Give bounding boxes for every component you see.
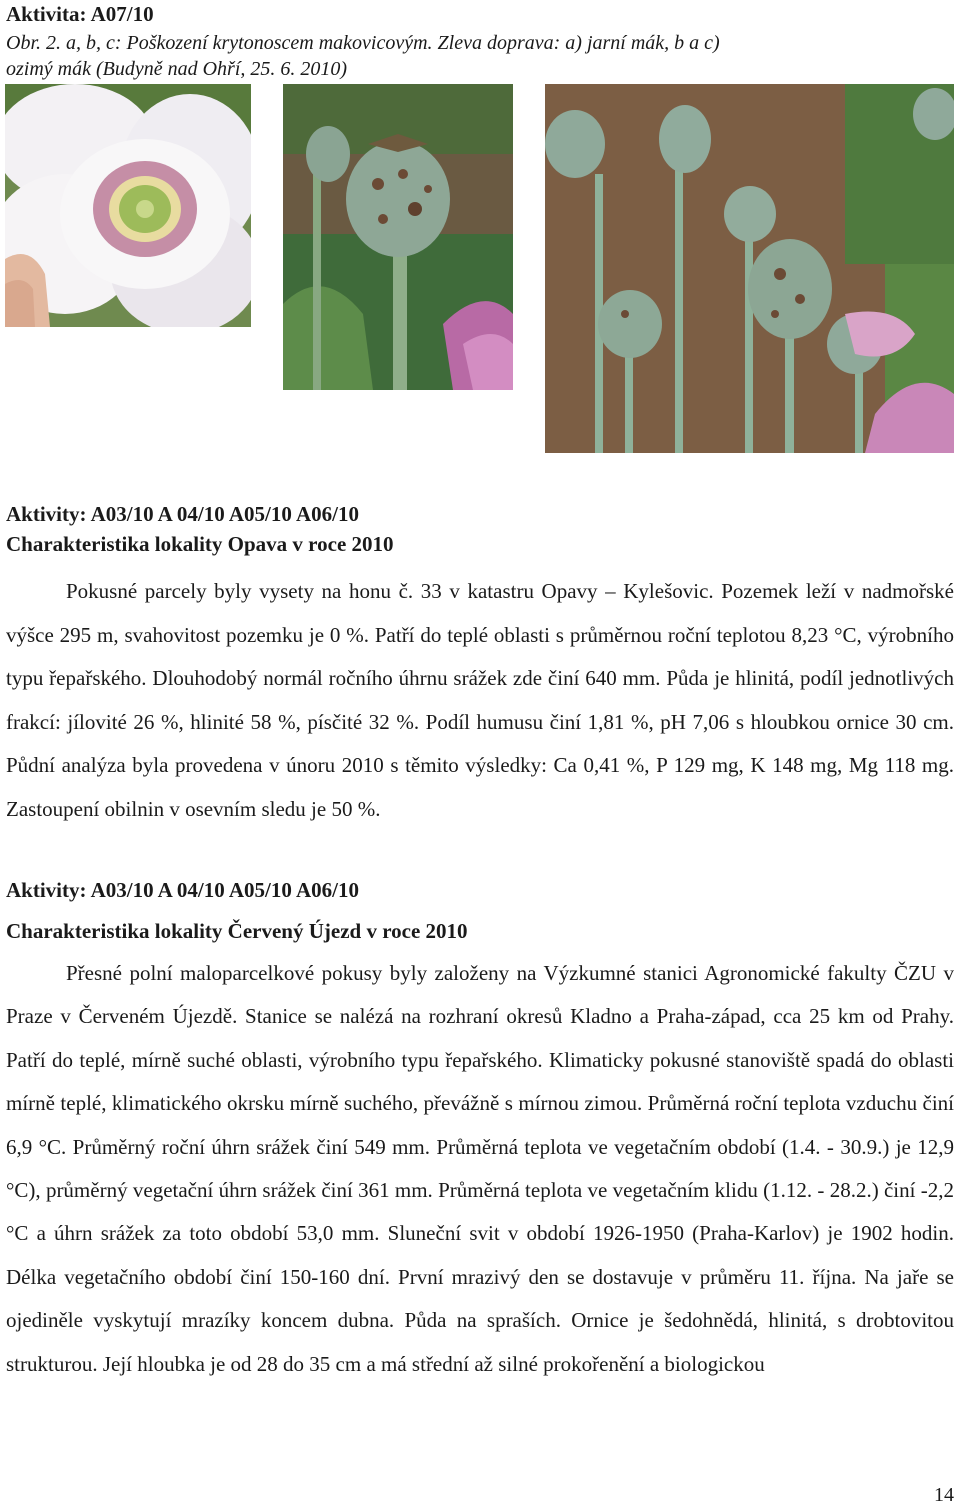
figure-caption-line1: Obr. 2. a, b, c: Poškození krytonoscem makovicovým. Zleva doprava: a) jarní mák, b a c)	[6, 32, 720, 54]
locality-cerveny-ujezd-text	[6, 952, 954, 1386]
photo-white-poppy-flower	[5, 84, 251, 327]
locality-heading-cerveny-ujezd: Charakteristika lokality Červený Újezd v roce 2010	[6, 919, 468, 943]
locality-heading-opava: Charakteristika lokality Opava v roce 2010	[6, 532, 394, 556]
activity-heading-opava: Aktivity: A03/10 A 04/10 A05/10 A06/10	[6, 502, 359, 526]
activity-heading-a07: Aktivita: A07/10	[6, 2, 154, 26]
photo-damaged-poppy-capsule	[283, 84, 513, 390]
locality-opava-text	[6, 570, 954, 831]
figure-caption-line2: ozimý mák (Budyně nad Ohří, 25. 6. 2010)	[6, 58, 348, 80]
photo-damaged-poppy-capsules-field	[545, 84, 954, 453]
activity-heading-cerveny-ujezd: Aktivity: A03/10 A 04/10 A05/10 A06/10	[6, 878, 359, 902]
locality-opava-paragraph: Pokusné parcely byly vysety na honu č. 33 v katastru Opavy – Kylešovic. Pozemek leží v nadmořské výšce 295 m, svahovitost pozemku je 0 %. Patří do teplé oblasti s průměrnou roční teplotou 8,23 °C, výrobního typu řepařského. Dlouhodobý normál ročního úhrnu srážek zde činí 640 mm. Půda je hlinitá, podíl jednotlivých frakcí: jílovité 26 %, hlinité 58 %, písčité 32 %. Podíl humusu činí 1,81 %, pH 7,06 s hloubkou ornice 30 cm. Půdní analýza byla provedena v únoru 2010 s těmito výsledky: Ca 0,41 %, P 129 mg, K 148 mg, Mg 118 mg. Zastoupení obilnin v osevním sledu je 50 %.	[6, 579, 954, 821]
page-number: 14	[934, 1484, 954, 1506]
locality-cerveny-ujezd-paragraph: Přesné polní maloparcelkové pokusy byly založeny na Výzkumné stanici Agronomické fakulty ČZU v Praze v Červeném Újezdě. Stanice se nalézá na rozhraní okresů Kladno a Praha-západ, cca 25 km od Prahy. Patří do teplé, mírně suché oblasti, výrobního typu řepařského. Klimaticky pokusné stanoviště spadá do oblasti mírně teplé, klimatického okrsku mírně suchého, převážně s mírnou zimou. Průměrná roční teplota vzduchu činí 6,9 °C. Průměrný roční úhrn srážek činí 549 mm. Průměrná teplota ve vegetačním období (1.4. - 30.9.) je 12,9 °C), průměrný vegetační úhrn srážek činí 361 mm. Průměrná teplota ve vegetačním klidu (1.12. - 28.2.) činí -2,2 °C a úhrn srážek za toto období 53,0 mm. Sluneční svit v období 1926-1950 (Praha-Karlov) je 1902 hodin. Délka vegetačního období činí 150-160 dní. První mrazivý den se dostavuje v průměru 11. října. Na jaře se ojediněle vyskytují mrazíky koncem dubna. Půda na spraších. Ornice je šedohnědá, hlinitá, s drobtovitou strukturou. Její hloubka je od 28 do 35 cm a má střední až silné prokořenění a biologickou	[6, 961, 954, 1376]
